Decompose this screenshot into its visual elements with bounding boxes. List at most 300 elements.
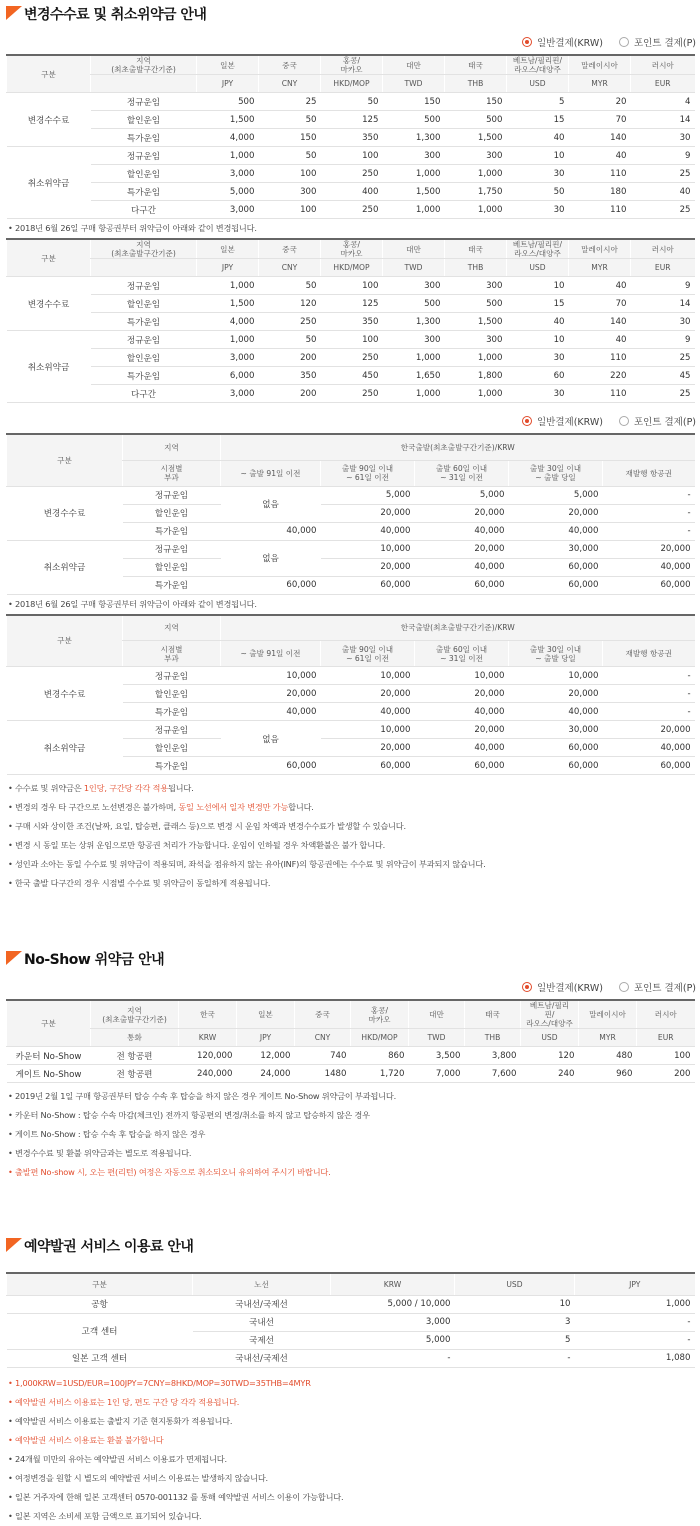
- currency-header: CNY: [295, 1029, 351, 1047]
- table-cell: 100: [259, 201, 321, 219]
- table-cell: 1,000: [383, 385, 445, 403]
- table-cell: 1,000: [197, 277, 259, 295]
- table-cell: 60,000: [321, 576, 415, 594]
- table-cell: 4,000: [197, 313, 259, 331]
- table-cell: 20,000: [415, 504, 509, 522]
- table-cell: 150: [259, 129, 321, 147]
- table-cell: 5,000: [321, 486, 415, 504]
- column-header: 태국: [445, 239, 507, 259]
- column-header: 일본: [237, 1000, 295, 1029]
- table-cell: 9: [631, 277, 695, 295]
- table-cell: 60,000: [603, 576, 695, 594]
- currency-header: THB: [465, 1029, 521, 1047]
- note-text: 2018년 6월 26일 구매 항공권부터 위약금이 아래와 같이 변경됩니다.: [15, 223, 257, 233]
- header-row: [7, 615, 695, 641]
- fare-type: 할인운임: [123, 504, 221, 522]
- table-cell: 220: [569, 367, 631, 385]
- currency-row: [7, 1029, 695, 1047]
- table-cell: 10,000: [509, 667, 603, 685]
- table-cell: 500: [383, 111, 445, 129]
- service-section: [0, 1232, 700, 1526]
- currency-header: CNY: [259, 75, 321, 93]
- none-cell: 없음: [221, 721, 321, 757]
- table-row: [7, 540, 695, 558]
- table-cell: 60,000: [509, 739, 603, 757]
- fare-type: 정규운임: [123, 540, 221, 558]
- column-header: 구분: [7, 1273, 193, 1295]
- column-header: 말레이시아: [569, 239, 631, 259]
- table-cell: 1,300: [383, 313, 445, 331]
- fare-type: 할인운임: [91, 165, 197, 183]
- table-cell: 10: [507, 147, 569, 165]
- table-cell: 40,000: [415, 522, 509, 540]
- table-cell: 125: [321, 295, 383, 313]
- column-header: 출발 60일 이내 ~ 31일 이전: [415, 641, 509, 667]
- currency-header: MYR: [569, 259, 631, 277]
- table-cell: 450: [321, 367, 383, 385]
- column-header: 구분: [7, 239, 91, 277]
- table-cell: 140: [569, 313, 631, 331]
- table-cell: 1,500: [445, 313, 507, 331]
- currency-header: MYR: [579, 1029, 637, 1047]
- table-row: [7, 1047, 695, 1065]
- currency-header: EUR: [631, 259, 695, 277]
- column-header: 지역: [123, 434, 221, 460]
- radio-normal-payment[interactable]: [522, 980, 603, 994]
- note-item: • 게이트 No-Show : 탑승 수속 후 탑승을 하지 않은 경우: [8, 1129, 206, 1139]
- fare-type: 정규운임: [123, 721, 221, 739]
- table-cell: 5: [507, 93, 569, 111]
- table-cell: 60,000: [415, 757, 509, 775]
- table-cell: 5: [455, 1331, 575, 1349]
- table-cell: 10,000: [415, 667, 509, 685]
- table-cell: 1,000: [445, 385, 507, 403]
- table-cell: 250: [321, 165, 383, 183]
- service-fee-table: [6, 1272, 695, 1368]
- table-cell: 110: [569, 201, 631, 219]
- table-cell: 50: [259, 331, 321, 349]
- table-cell: 300: [383, 331, 445, 349]
- table-cell: 60,000: [321, 757, 415, 775]
- column-header: 재발행 항공권: [603, 460, 695, 486]
- table-row: [7, 147, 695, 165]
- point-fee-table-new: [6, 614, 695, 776]
- table-cell: 40: [569, 331, 631, 349]
- table-cell: 20,000: [321, 739, 415, 757]
- table-row: [7, 93, 695, 111]
- table-cell: 40,000: [321, 703, 415, 721]
- table-cell: 40,000: [603, 739, 695, 757]
- table-row: [7, 277, 695, 295]
- radio-label: 일반결제(KRW): [536, 38, 603, 49]
- radio-label: 포인트 결제(P): [633, 417, 696, 428]
- column-header: 홍콩/ 마카오: [351, 1000, 409, 1029]
- note-item: • 1,000KRW=1USD/EUR=100JPY=7CNY=8HKD/MOP=30TWD=35THB=4MYR: [8, 1377, 311, 1388]
- payment-radio-group-3: [0, 975, 700, 999]
- change-fee-table: [6, 54, 695, 219]
- table-cell: 6,000: [197, 367, 259, 385]
- table-cell: 250: [259, 313, 321, 331]
- column-header: 구분: [7, 615, 123, 667]
- column-header: 재발행 항공권: [603, 641, 695, 667]
- radio-unchecked-icon: [619, 37, 629, 47]
- table-row: [7, 486, 695, 504]
- table-cell: 1,000: [445, 349, 507, 367]
- table-cell: 10,000: [321, 667, 415, 685]
- column-header: 출발 30일 이내 ~ 출발 당일: [509, 460, 603, 486]
- column-header: 태국: [465, 1000, 521, 1029]
- table-cell: 7,000: [409, 1065, 465, 1083]
- table-cell: 50: [259, 147, 321, 165]
- group-label: 취소위약금: [7, 721, 123, 775]
- table-cell: 4: [631, 93, 695, 111]
- table-cell: 25: [631, 201, 695, 219]
- table-cell: 20,000: [221, 685, 321, 703]
- fare-type: 다구간: [91, 385, 197, 403]
- table-cell: 350: [259, 367, 321, 385]
- fare-type: 특가운임: [91, 367, 197, 385]
- table-cell: 10,000: [221, 667, 321, 685]
- table-row: [7, 385, 695, 403]
- column-header: 중국: [259, 55, 321, 75]
- table-cell: 25: [259, 93, 321, 111]
- column-header: 대만: [383, 55, 445, 75]
- table-cell: -: [575, 1331, 695, 1349]
- note-item: • 수수료 및 위약금은 1인당, 구간당 각각 적용됩니다.: [8, 783, 194, 793]
- table-cell: 350: [321, 313, 383, 331]
- table-cell: 3,000: [197, 165, 259, 183]
- radio-checked-icon: [522, 416, 532, 426]
- table-cell: 150: [445, 93, 507, 111]
- payment-radio-group: [0, 30, 700, 54]
- table-cell: 40,000: [415, 739, 509, 757]
- table-cell: 3,000: [197, 385, 259, 403]
- table-cell: 500: [445, 295, 507, 313]
- section-title-text: 예약발권 서비스 이용료 안내: [24, 1239, 194, 1255]
- currency-header: HKD/MOP: [351, 1029, 409, 1047]
- table-cell: 1,750: [445, 183, 507, 201]
- table-cell: 200: [259, 349, 321, 367]
- table-cell: 30,000: [509, 721, 603, 739]
- table-cell: -: [603, 486, 695, 504]
- table-cell: 60,000: [221, 757, 321, 775]
- fare-type: 특가운임: [123, 576, 221, 594]
- table-cell: -: [603, 504, 695, 522]
- group-label: 변경수수료: [7, 93, 91, 147]
- column-header: 한국: [179, 1000, 237, 1029]
- table-cell: 30: [507, 201, 569, 219]
- table-cell: 1480: [295, 1065, 351, 1083]
- currency-header: KRW: [179, 1029, 237, 1047]
- table-cell: 860: [351, 1047, 409, 1065]
- note-item: • 카운터 No-Show : 탑승 수속 마감(체크인) 전까지 항공편의 변경/취소를 하지 않고 탑승하지 않은 경우: [8, 1110, 370, 1120]
- group-label: 공항: [7, 1295, 193, 1313]
- column-header: 말레이시아: [579, 1000, 637, 1029]
- table-cell: 300: [383, 277, 445, 295]
- note-item: • 예약발권 서비스 이용료는 환불 불가합니다: [8, 1434, 164, 1445]
- none-cell: 없음: [221, 486, 321, 522]
- table-cell: 200: [259, 385, 321, 403]
- table-cell: 1,500: [383, 183, 445, 201]
- table-cell: 3,000: [197, 201, 259, 219]
- radio-point-payment[interactable]: [619, 414, 696, 428]
- column-header: 지역 (최초출발구간기준): [91, 1000, 179, 1029]
- currency-header: TWD: [383, 75, 445, 93]
- table-cell: 120: [521, 1047, 579, 1065]
- table-cell: 20,000: [415, 721, 509, 739]
- table-cell: -: [331, 1349, 455, 1367]
- fare-type: 특가운임: [123, 522, 221, 540]
- table-cell: 300: [445, 277, 507, 295]
- table-cell: 1,300: [383, 129, 445, 147]
- table-cell: 100: [321, 277, 383, 295]
- table-cell: 14: [631, 111, 695, 129]
- table-cell: 40,000: [603, 558, 695, 576]
- table-cell: 14: [631, 295, 695, 313]
- table-cell: -: [575, 1313, 695, 1331]
- table-cell: 5,000: [331, 1331, 455, 1349]
- fare-type: 할인운임: [123, 685, 221, 703]
- radio-label: 포인트 결제(P): [633, 983, 696, 994]
- table-cell: 3,500: [409, 1047, 465, 1065]
- table-cell: 110: [569, 349, 631, 367]
- column-header: 중국: [295, 1000, 351, 1029]
- column-header: KRW: [331, 1273, 455, 1295]
- table-cell: 10,000: [321, 540, 415, 558]
- column-header: 출발 90일 이내 ~ 61일 이전: [321, 460, 415, 486]
- column-header: 대만: [409, 1000, 465, 1029]
- table-cell: 40,000: [221, 703, 321, 721]
- currency-header: THB: [445, 75, 507, 93]
- table-cell: -: [455, 1349, 575, 1367]
- column-header: 한국출발(최초출발구간기준)/KRW: [221, 434, 695, 460]
- note-highlight: 동일 노선에서 일자 변경만 가능: [178, 802, 289, 812]
- table-row: [7, 1065, 695, 1083]
- table-row: [7, 1349, 695, 1367]
- table-cell: 50: [259, 277, 321, 295]
- radio-normal-payment[interactable]: [522, 414, 603, 428]
- group-label: 변경수수료: [7, 667, 123, 721]
- note-item: • 출발편 No-show 시, 오는 편(리턴) 여정은 자동으로 취소되오니 유의하여 주시기 바랍니다.: [8, 1167, 331, 1177]
- table-row: [7, 667, 695, 685]
- currency-header: EUR: [631, 75, 695, 93]
- table-cell: 180: [569, 183, 631, 201]
- column-header: 홍콩/ 마카오: [321, 55, 383, 75]
- note-item: • 일본 지역은 소비세 포함 금액으로 표기되어 있습니다.: [8, 1510, 202, 1521]
- header-row: [7, 55, 695, 75]
- table-cell: 300: [445, 147, 507, 165]
- table-cell: 70: [569, 111, 631, 129]
- currency-header: CNY: [259, 259, 321, 277]
- table-cell: 30: [631, 129, 695, 147]
- table-cell: 5,000: [415, 486, 509, 504]
- table-row: [7, 111, 695, 129]
- currency-header: TWD: [383, 259, 445, 277]
- table-cell: 40: [507, 313, 569, 331]
- table-cell: 120,000: [179, 1047, 237, 1065]
- table-cell: 100: [259, 165, 321, 183]
- header-row: [7, 1000, 695, 1029]
- column-header: 지역 (최초출발구간기준): [91, 239, 197, 259]
- table-cell: 200: [637, 1065, 695, 1083]
- note-item: • 2019년 2월 1일 구매 항공권부터 탑승 수속 후 탑승을 하지 않은 경우 게이트 No-Show 위약금이 부과됩니다.: [8, 1091, 396, 1101]
- table-cell: 60,000: [509, 558, 603, 576]
- column-header: 말레이시아: [569, 55, 631, 75]
- column-header: 통화: [91, 1029, 179, 1047]
- currency-header: HKD/MOP: [321, 259, 383, 277]
- fare-type: 다구간: [91, 201, 197, 219]
- column-header: 시점별 부과: [123, 460, 221, 486]
- table-cell: 110: [569, 385, 631, 403]
- section-title: [0, 0, 700, 30]
- flag-icon: [6, 951, 22, 965]
- table-cell: 250: [321, 385, 383, 403]
- table-row: [7, 367, 695, 385]
- note-item: • 성인과 소아는 동일 수수료 및 위약금이 적용되며, 좌석을 점유하지 않는 유아(INF)의 항공권에는 수수료 및 위약금이 부과되지 않습니다.: [8, 859, 486, 869]
- table-cell: 1,000: [197, 147, 259, 165]
- table-cell: 500: [445, 111, 507, 129]
- change-notes: [0, 779, 700, 893]
- noshow-type: 게이트 No-Show: [7, 1065, 91, 1083]
- group-label: 변경수수료: [7, 277, 91, 331]
- column-header: 베트남/필리핀/ 라오스/대양주: [507, 239, 569, 259]
- column-header: JPY: [575, 1273, 695, 1295]
- table-cell: 1,000: [383, 165, 445, 183]
- table-cell: 1,000: [197, 331, 259, 349]
- table-cell: 25: [631, 165, 695, 183]
- column-header: 지역 (최초출발구간기준): [91, 55, 197, 75]
- noshow-notes: [0, 1087, 700, 1182]
- table-cell: 125: [321, 111, 383, 129]
- table-cell: -: [603, 522, 695, 540]
- column-header: 지역: [123, 615, 221, 641]
- fare-type: 정규운임: [91, 147, 197, 165]
- radio-label: 포인트 결제(P): [633, 38, 696, 49]
- group-label: 일본 고객 센터: [7, 1349, 193, 1367]
- currency-header: THB: [445, 259, 507, 277]
- table-cell: 1,000: [383, 349, 445, 367]
- table-cell: 60,000: [603, 757, 695, 775]
- column-header: 홍콩/ 마카오: [321, 239, 383, 259]
- table-cell: 15: [507, 111, 569, 129]
- note-item: • 24개월 미만의 유아는 예약발권 서비스 이용료가 면제됩니다.: [8, 1453, 227, 1464]
- table-cell: 20,000: [603, 540, 695, 558]
- group-label: 취소위약금: [7, 147, 91, 219]
- radio-label: 일반결제(KRW): [536, 417, 603, 428]
- table-row: [7, 349, 695, 367]
- column-header: 태국: [445, 55, 507, 75]
- currency-header: JPY: [197, 259, 259, 277]
- section-title-text: No-Show 위약금 안내: [24, 952, 165, 968]
- table-cell: 240,000: [179, 1065, 237, 1083]
- column-header: 베트남/필리핀/ 라오스/대양주: [507, 55, 569, 75]
- note-item: • 예약발권 서비스 이용료는 1인 당, 편도 구간 당 각각 적용됩니다.: [8, 1396, 240, 1407]
- table-cell: 480: [579, 1047, 637, 1065]
- table-cell: 960: [579, 1065, 637, 1083]
- table-cell: 120: [259, 295, 321, 313]
- fare-type: 특가운임: [123, 757, 221, 775]
- table-cell: 1,720: [351, 1065, 409, 1083]
- table-row: [7, 313, 695, 331]
- table-cell: 60,000: [509, 757, 603, 775]
- table-cell: 9: [631, 147, 695, 165]
- table-cell: 1,000: [445, 165, 507, 183]
- note-item: • 변경 시 동일 또는 상위 운임으로만 항공권 처리가 가능합니다. 운임이 인하될 경우 차액환불은 불가 합니다.: [8, 840, 385, 850]
- column-header: 일본: [197, 239, 259, 259]
- radio-point-payment[interactable]: [619, 35, 696, 49]
- table-cell: 40: [631, 183, 695, 201]
- table-cell: 40,000: [321, 522, 415, 540]
- table-cell: 4,000: [197, 129, 259, 147]
- noshow-section: [0, 945, 700, 1182]
- table-cell: 12,000: [237, 1047, 295, 1065]
- fare-type: 특가운임: [91, 129, 197, 147]
- note-item: • 변경의 경우 타 구간으로 노선변경은 불가하며, 동일 노선에서 일자 변경만 가능합니다.: [8, 802, 314, 812]
- currency-header: HKD/MOP: [321, 75, 383, 93]
- table-cell: 1,000: [383, 201, 445, 219]
- table-cell: 250: [321, 201, 383, 219]
- table-cell: 150: [383, 93, 445, 111]
- currency-header: MYR: [569, 75, 631, 93]
- table-cell: 5,000 / 10,000: [331, 1295, 455, 1313]
- table-cell: 500: [197, 93, 259, 111]
- radio-normal-payment[interactable]: [522, 35, 603, 49]
- column-header: [91, 259, 197, 277]
- column-header: ~ 출발 91일 이전: [221, 460, 321, 486]
- header-row: [7, 434, 695, 460]
- table-cell: -: [603, 703, 695, 721]
- table-cell: 20,000: [321, 504, 415, 522]
- table-cell: 100: [637, 1047, 695, 1065]
- table-cell: 5,000: [197, 183, 259, 201]
- table-cell: 10: [455, 1295, 575, 1313]
- currency-header: USD: [521, 1029, 579, 1047]
- group-label: 고객 센터: [7, 1313, 193, 1349]
- table-cell: 20,000: [321, 558, 415, 576]
- table-cell: 10: [507, 331, 569, 349]
- table-row: [7, 1313, 695, 1331]
- table-cell: 40,000: [415, 558, 509, 576]
- column-header: 노선: [193, 1273, 331, 1295]
- flag-icon: [6, 6, 22, 20]
- table-cell: 1,000: [445, 201, 507, 219]
- table-cell: 100: [321, 331, 383, 349]
- table-cell: 60,000: [415, 576, 509, 594]
- section-title: [0, 945, 700, 975]
- radio-checked-icon: [522, 982, 532, 992]
- currency-row: [7, 75, 695, 93]
- column-header: 시점별 부과: [123, 641, 221, 667]
- radio-point-payment[interactable]: [619, 980, 696, 994]
- column-header: 출발 90일 이내 ~ 61일 이전: [321, 641, 415, 667]
- table-cell: 300: [259, 183, 321, 201]
- table-cell: 3,000: [331, 1313, 455, 1331]
- table-cell: 45: [631, 367, 695, 385]
- table-cell: 20,000: [415, 685, 509, 703]
- payment-radio-group-2: [0, 409, 700, 433]
- table-cell: 110: [569, 165, 631, 183]
- table-cell: 40: [569, 277, 631, 295]
- column-header: 일본: [197, 55, 259, 75]
- table-cell: 250: [321, 349, 383, 367]
- table-cell: 40: [507, 129, 569, 147]
- table-row: [7, 1295, 695, 1313]
- currency-header: EUR: [637, 1029, 695, 1047]
- table-row: [7, 201, 695, 219]
- note-change: • 2018년 6월 26일 구매 항공권부터 위약금이 아래와 같이 변경됩니다.: [8, 223, 257, 233]
- noshow-type: 카운터 No-Show: [7, 1047, 91, 1065]
- table-row: [7, 331, 695, 349]
